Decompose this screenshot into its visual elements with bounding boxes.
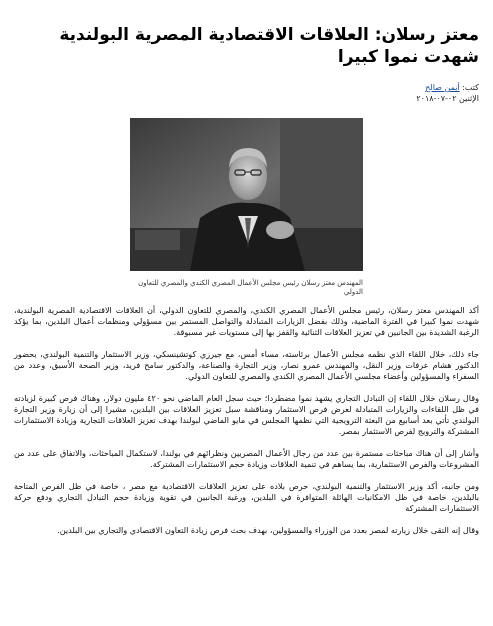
article-body (14, 305, 479, 536)
article-date: الإثنين ٠٢-٠٧-٢٠١٨ (416, 94, 479, 103)
article-paragraph: وقال رسلان خلال اللقاء إن التبادل التجاري يشهد نموا مضطردا؛ حيث سجل العام الماضي نحو ٤٢٠ مليون دولار، وهناك فرص كبيرة لزيادته في ظل اللقاءات والزيارات المتبادلة لعرض فرص الاستثمار ومناقشة سبل تعزيز العلاقات بين البلدين، مشيرا إلى أن زيارة وزير التجارة البولندي تأتي بعد أسابيع من البعثة الترويجية التي نظمها المجلس في مايو الماضي لبولندا بهدف تعزيز العلاقات التجارية وزيادة الاستثمارات المشتركة والترويج لفرص الاستثمار بمصر. (14, 393, 479, 436)
author-line (14, 82, 479, 93)
article-paragraph: أكد المهندس معتز رسلان، رئيس مجلس الأعمال المصري الكندي، والمصري للتعاون الدولي، أن العلاقات الاقتصادية المصرية البولندية، شهدت نموا كبيرا في الفترة الماضية، وذلك بفضل الزيارات المتبادلة والتواصل المستمر بين مسؤولي ومنظمات أعمال البلدين، بما يؤكد الرغبة الشديدة بين الجانبين في تعزيز العلاقات الثنائية والقفز بها إلى مستويات غير مسبوقة. (14, 305, 479, 337)
article-paragraph: وقال إنه التقى خلال زيارته لمصر بعدد من الوزراء والمسؤولين، بهدف بحث فرص زيادة التعاون الاقتصادي والتجاري بين البلدين. (57, 525, 479, 535)
author-prefix: كتب: (459, 83, 479, 92)
article-title: معتز رسلان: العلاقات الاقتصادية المصرية البولندية شهدت نموا كبيرا (59, 25, 479, 67)
article-photo (130, 118, 363, 271)
article-paragraph: ومن جانبه، أكد وزير الاستثمار والتنمية البولندي، حرص بلاده على تعزيز العلاقات الاقتصادية مع مصر ، خاصة في ظل الفرص المتاحة بالبلدين، خاصة في ظل الامكانيات الهائلة المتوافرة في البلدين، ورغبة الجانبين في تقوية وزيادة حجم التبادل التجاري ودفع حركة الاستثمارات المشتركة (14, 481, 479, 513)
article-paragraph: جاء ذلك، خلال اللقاء الذي نظمه مجلس الأعمال برئاسته، مساء أمس، مع جيرزي كوتشينسكي، وزير الاستثمار والتنمية البولندي، بحضور الدكتور هشام عرفات وزير النقل، والمهندس عمرو نصار، وزير التجارة والصناعة، والدكتور سامح فريد، وزير الصحة الأسبق، وعدد من السفراء والمسؤولين وأعضاء مجلسي الأعمال المصري الكندي والمصري للتعاون الدولي. (14, 349, 479, 381)
article-photo-block (130, 118, 363, 297)
article-paragraph: وأشار إلى أن هناك مباحثات مستمرة بين عدد من رجال الأعمال المصريين ونظرائهم في بولندا، لاستكمال المباحثات، والاتفاق على عدد من المشروعات والفرص الاستثمارية، بما يساهم في تنمية العلاقات وزيادة حجم الاستثمارات المشتركة. (14, 448, 479, 469)
article-meta (14, 82, 479, 104)
photo-caption: المهندس معتز رسلان رئيس مجلس الأعمال المصري الكندي والمصري للتعاون الدولي (138, 279, 363, 296)
author-link[interactable]: أيمن صالح (425, 83, 460, 92)
